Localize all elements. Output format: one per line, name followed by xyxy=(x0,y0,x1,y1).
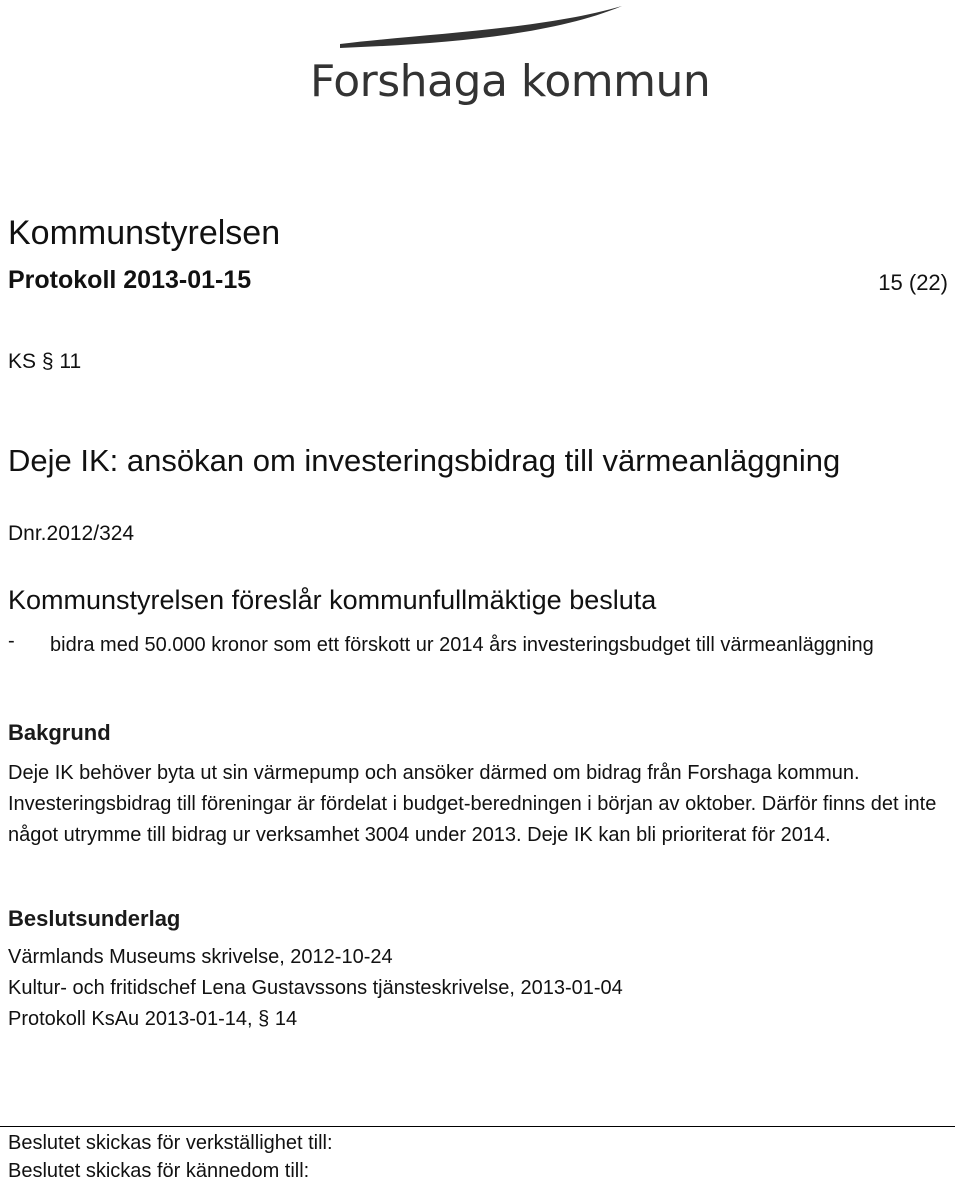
sent-for-execution: Beslutet skickas för verkställighet till: xyxy=(8,1132,333,1154)
case-dnr: Dnr.2012/324 xyxy=(8,522,135,545)
bullet-marker: - xyxy=(8,630,15,652)
footer-divider xyxy=(0,1126,955,1127)
swoosh-icon xyxy=(310,0,650,60)
background-text: Deje IK behöver byta ut sin värmepump och ansöker därmed om bidrag från Forshaga kommun. Investeringsbidrag till föreningar är fördelat i budget-beredningen i början av oktober. Därför finns det inte något utrymme till bidrag ur verksamhet 3004 under 2013. Deje IK kan bli prioriterat för 2014. xyxy=(8,762,937,846)
sent-for-information: Beslutet skickas för kännedom till: xyxy=(8,1160,310,1182)
logo-text: Forshaga kommun xyxy=(310,56,711,107)
proposal-heading: Kommunstyrelsen föreslår kommunfullmäktige besluta xyxy=(8,585,657,615)
municipality-logo xyxy=(310,0,711,120)
page-number: 15 (22) xyxy=(878,270,948,295)
case-title: Deje IK: ansökan om investeringsbidrag till värmeanläggning xyxy=(8,443,841,478)
proposal-bullet: bidra med 50.000 kronor som ett förskott ur 2014 års investeringsbudget till värmeanläggning xyxy=(50,634,874,656)
decision-basis-heading: Beslutsunderlag xyxy=(8,906,181,931)
paragraph-number: KS § 11 xyxy=(8,350,82,373)
organisation-heading: Kommunstyrelsen xyxy=(8,214,281,252)
background-heading: Bakgrund xyxy=(8,720,111,745)
decision-basis-item: Protokoll KsAu 2013-01-14, § 14 xyxy=(8,1008,298,1030)
decision-basis-item: Kultur- och fritidschef Lena Gustavssons tjänsteskrivelse, 2013-01-04 xyxy=(8,977,623,999)
protocol-heading: Protokoll 2013-01-15 xyxy=(8,266,252,294)
decision-basis-item: Värmlands Museums skrivelse, 2012-10-24 xyxy=(8,946,393,968)
